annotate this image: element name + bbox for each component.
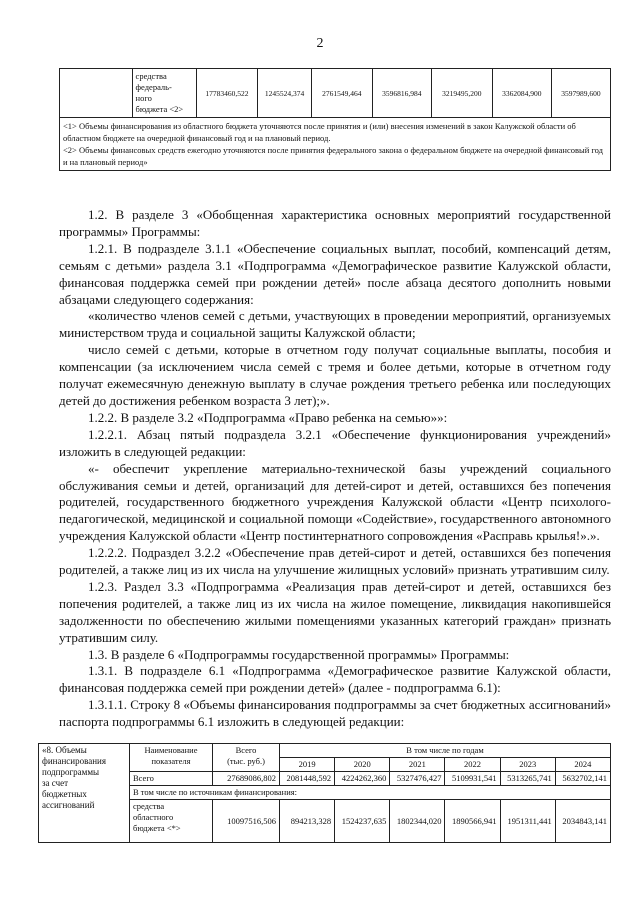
table-row [60,69,611,118]
header-line: Всего [235,745,257,755]
paragraph: 1.2. В разделе 3 «Обобщенная характеристика основных мероприятий государственной программы» Программы: [59,207,611,239]
paragraph: «- обеспечит укрепление материально-технической базы учреждений социального обслуживания семьи и детей, организаций для детей-сирот и детей, оставшихся без попечения родителей, государственного бюджетного учреждения Калужской области «Центр психолого-педагогической, медицинской и социальной помощи «Содействие», государственного автономного учреждения Калужской области «Центр постинтернатного сопровождения «Расправь крылья!».». [59,460,611,544]
header-indicator [130,744,213,772]
sources-header: В том числе по источникам финансирования: [130,786,611,800]
regional-2021: 1802344,020 [390,800,445,843]
row-label-cell [39,744,130,843]
value-2024: 3597989,600 [551,69,610,118]
footnote-2: <2> Объемы финансовых средств ежегодно уточняются после принятия федерального закона о федеральном бюджете на очередной финансовый год и на плановый период» [63,145,603,167]
value-2019: 1245524,374 [258,69,312,118]
paragraph: 1.2.2.1. Абзац пятый подраздела 3.2.1 «Обеспечение функционирования учреждений» изложить в следующей редакции: [59,426,611,459]
document-body [59,207,611,731]
page-number: 2 [316,36,324,51]
header-line: (тыс. руб.) [227,756,265,766]
total-2023: 5313265,741 [500,772,555,786]
label-line: «8. Объемы [42,745,87,755]
label-line: бюджета <2> [135,104,184,114]
empty-cell [60,69,133,118]
paragraph: 1.3. В разделе 6 «Подпрограммы государственной программы» Программы: [88,646,510,662]
value-total: 17783460,522 [196,69,257,118]
total-2021: 5327476,427 [390,772,445,786]
subprogram-funding-table [38,743,611,843]
total-2022: 5109931,541 [445,772,500,786]
year-2022: 2022 [445,758,500,772]
footnote-1: <1> Объемы финансирования из областного бюджета уточняются после принятия и (или) внесения изменений в закон Калужской области об областном бюджете на очередной финансовый год и на плановый период. [63,121,576,143]
funding-table-continued [59,68,611,171]
regional-2024: 2034843,141 [555,800,610,843]
header-line: Наименование [144,745,198,755]
paragraph: 1.2.2. В разделе 3.2 «Подпрограмма «Право ребенка на семью»»: [88,409,448,425]
header-line: показателя [151,756,191,766]
regional-2023: 1951311,441 [500,800,555,843]
label-line: областного [133,812,174,822]
label-line: бюджета <*> [133,823,181,833]
paragraph: число семей с детьми, которые в отчетном году получат социальные выплаты, пособия и компенсации (за исключением числа семей с тремя и более детьми, которые в отчетном году получат ежемесячную денежную выплату в случае рождения третьего ребенка или последующих детей до достижения ребенком возраста 3 лет);». [59,342,611,408]
total-value: 27689086,802 [213,772,280,786]
label-line: подпрограммы [42,767,100,777]
footnotes [60,118,611,171]
regional-label [130,800,213,843]
total-2024: 5632702,141 [555,772,610,786]
regional-value: 10097516,506 [213,800,280,843]
year-2024: 2024 [555,758,610,772]
paragraph: 1.3.1. В подразделе 6.1 «Подпрограмма «Демографическое развитие Калужской области, финансовая поддержка семей при рождении детей» (далее - подпрограмма 6.1): [59,663,611,696]
notes-row [60,118,611,171]
value-2023: 3362084,900 [492,69,551,118]
label-line: федераль- [135,82,172,92]
year-2021: 2021 [390,758,445,772]
paragraph: 1.2.2.2. Подраздел 3.2.2 «Обеспечение прав детей-сирот и детей, оставшихся без попечения родителей, а также лиц из их числа на улучшение жилищных условий» признать утратившим силу. [59,545,611,578]
value-2022: 3219495,200 [431,69,492,118]
label-line: ассигнований [42,800,95,810]
label-line: средства [135,71,167,81]
regional-2019: 894213,328 [280,800,335,843]
value-2021: 3596816,984 [372,69,431,118]
header-total [213,744,280,772]
paragraph: «количество членов семей с детьми, участвующих в проведении мероприятий, организуемых министерством труда и социальной защиты Калужской области; [59,308,611,341]
source-label-cell [132,69,196,118]
year-2023: 2023 [500,758,555,772]
label-line: бюджетных [42,789,87,799]
header-years: В том числе по годам [280,744,611,758]
label-line: финансирования [42,756,106,766]
paragraph: 1.2.3. Раздел 3.3 «Подпрограмма «Реализация прав детей-сирот и детей, оставшихся без попечения родителей, а также лиц из их числа на жилое помещение, ликвидация накопившейся задолженности по обеспечению жилыми помещениями указанных категорий граждан» признать утратившим силу. [59,578,611,645]
value-2020: 2761549,464 [311,69,372,118]
paragraph: 1.2.1. В подразделе 3.1.1 «Обеспечение социальных выплат, пособий, компенсаций детям, семьям с детьми» раздела 3.1 «Подпрограмма «Демографическое развитие Калужской области, финансовая поддержка семей при рождении детей» после абзаца десятого дополнить новыми абзацами следующего содержания: [59,240,611,307]
total-label: Всего [130,772,213,786]
label-line: средства [133,801,165,811]
header-row [39,744,611,758]
year-2019: 2019 [280,758,335,772]
paragraph: 1.3.1.1. Строку 8 «Объемы финансирования подпрограммы за счет бюджетных ассигнований» паспорта подпрограммы 6.1 изложить в следующей редакции: [59,697,611,730]
year-2020: 2020 [335,758,390,772]
regional-2020: 1524237,635 [335,800,390,843]
total-2019: 2081448,592 [280,772,335,786]
label-line: за счет [42,778,69,788]
label-line: ного [135,93,152,103]
regional-2022: 1890566,941 [445,800,500,843]
total-2020: 4224262,360 [335,772,390,786]
